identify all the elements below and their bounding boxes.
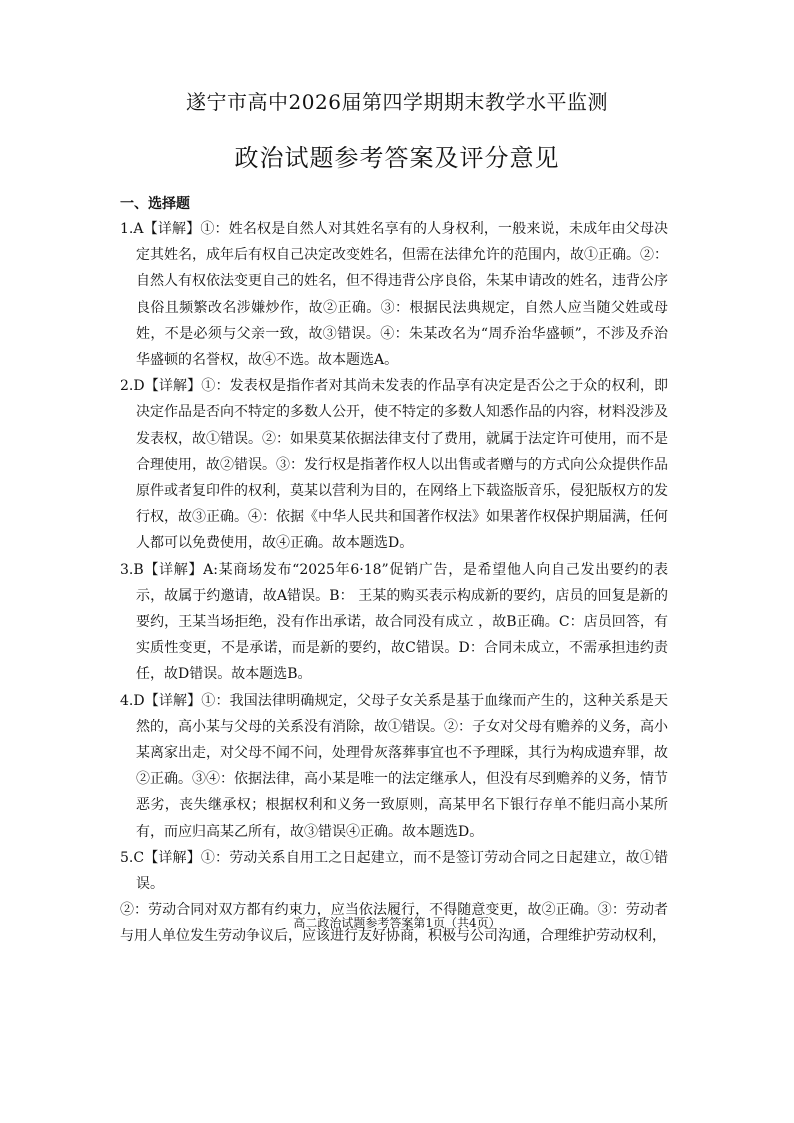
answer-item-4: 4.D【详解】①：我国法律明确规定，父母子女关系是基于血缘而产生的，这种关系是天然的，高小某与父母的关系没有消除，故①错误。②：子女对父母有赡养的义务，高小某离家出走，对父母不闻不问，处理骨灰落葬事宜也不予理睬，其行为构成遗弃罪，故②正确。③④：依据法律，高小某是唯一的法定继承人，但没有尽到赡养的义务，情节恶劣，丧失继承权；根据权利和义务一致原则，高某甲名下银行存单不能归高小某所有，而应归高某乙所有，故③错误④正确。故本题选D。 <box>120 692 668 840</box>
answer-item-5: 5.C【详解】①：劳动关系自用工之日起建立，而不是签订劳动合同之日起建立，故①错误。 <box>120 849 668 893</box>
answer-item-2: 2.D【详解】①：发表权是指作者对其尚未发表的作品享有决定是否公之于众的权利，即决定作品是否向不特定的多数人公开，使不特定的多数人知悉作品的内容，材料没涉及发表权，故①错误。②：如果莫某依据法律支付了费用，就属于法定许可使用，而不是合理使用，故②错误。③：发行权是指著作权人以出售或者赠与的方式向公众提供作品原件或者复印件的权利，莫某以营利为目的，在网络上下载盗版音乐，侵犯版权方的发行权，故③正确。④：依据《中华人民共和国著作权法》如果著作权保护期届满，任何人都可以免费使用，故④正确。故本题选D。 <box>120 378 668 552</box>
answer-item-3: 3.B【详解】A:某商场发布“2025年6·18”促销广告，是希望他人向自己发出要约的表示，故属于约邀请，故A错误。B： 王某的购买表示构成新的要约，店员的回复是新的要约，王某当场拒绝，没有作出承诺，故合同没有成立 ，故B正确。C：店员回答，有实质性变更，不是承诺，而是新的要约，故C错误。D：合同未成立，不需承担违约责任，故D错误。故本题选B。 <box>120 561 668 683</box>
section-heading: 一、选择题 <box>120 196 190 212</box>
answer-item-1: 1.A【详解】①：姓名权是自然人对其姓名享有的人身权利，一般来说，未成年由父母决定其姓名，成年后有权自己决定改变姓名，但需在法律允许的范围内，故①正确。②：自然人有权依法变更自己的姓名，但不得违背公序良俗，朱某申请改的姓名，违背公序良俗且频繁改名涉嫌炒作，故②正确。③：根据民法典规定，自然人应当随父姓或母姓，不是必须与父亲一致，故③错误。④：朱某改名为“周乔治华盛顿”，不涉及乔治华盛顿的名誉权，故④不选。故本题选A。 <box>120 221 668 369</box>
answer-list <box>0 216 794 950</box>
page-footer: 高二政治试题参考答案第1页（共4页） <box>293 916 501 930</box>
answer-item-5-continuation: ②：劳动合同对双方都有约束力，应当依法履行，不得随意变更，故②正确。③：劳动者与用人单位发生劳动争议后，应该进行友好协商，积极与公司沟通，合理维护劳动权利， <box>120 902 668 945</box>
document-title: 遂宁市高中2026届第四学期期末教学水平监测 <box>186 90 608 114</box>
document-subtitle: 政治试题参考答案及评分意见 <box>234 144 560 172</box>
